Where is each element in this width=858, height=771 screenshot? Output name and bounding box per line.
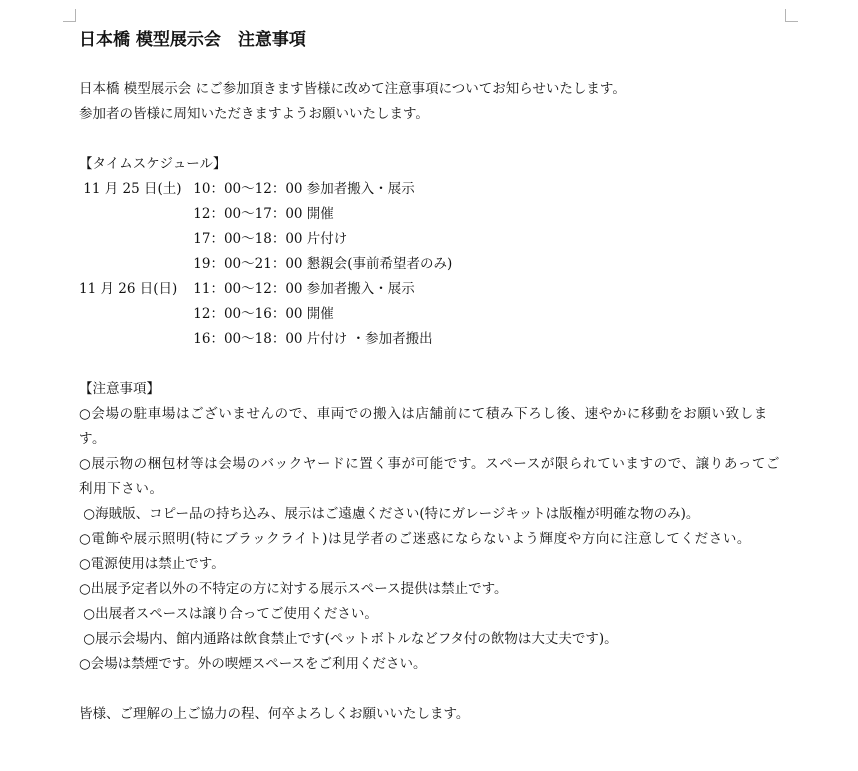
schedule-row xyxy=(79,302,791,327)
note-item-parking: ○会場の駐車場はございませんので、車両での搬入は店舗前にて積み下ろし後、速やかに移動をお願い致します。 xyxy=(79,406,768,447)
schedule-row xyxy=(79,327,791,352)
intro-line-2: 参加者の皆様に周知いただきますようお願いいたします。 xyxy=(79,106,429,122)
document-page xyxy=(79,27,791,727)
schedule-date xyxy=(79,302,189,327)
schedule-date xyxy=(79,252,189,277)
crop-mark-top-left xyxy=(63,9,76,22)
schedule-row xyxy=(79,227,791,252)
schedule-time: 11：00～12：00 参加者搬入・展示 xyxy=(189,281,415,297)
schedule-date xyxy=(79,202,189,227)
schedule-row xyxy=(79,177,791,202)
schedule-time: 12：00～16：00 開催 xyxy=(189,306,334,322)
note-item-lighting: ○電飾や展示照明(特にブラックライト)は見学者のご迷惑にならないよう輝度や方向に注意してください。 xyxy=(79,531,752,547)
note-item-power: ○電源使用は禁止です。 xyxy=(79,556,225,572)
crop-mark-top-right xyxy=(785,9,798,22)
note-item-pirated-goods: ○海賊版、コピー品の持ち込み、展示はご遠慮ください(特にガレージキットは版権が明確な物のみ)。 xyxy=(79,506,700,522)
spacer xyxy=(79,352,791,377)
schedule-date xyxy=(79,227,189,252)
spacer xyxy=(79,127,791,152)
notes-heading: 【注意事項】 xyxy=(79,381,160,397)
spacer xyxy=(79,677,791,702)
note-item-exhibitor-space: ○出展者スペースは譲り合ってご使用ください。 xyxy=(79,606,378,622)
schedule-row xyxy=(79,202,791,227)
note-item-packaging: ○展示物の梱包材等は会場のバックヤードに置く事が可能です。スペースが限られていますので、譲りあってご利用下さい。 xyxy=(79,456,781,497)
schedule-date: 11 月 25 日(土) xyxy=(79,181,182,197)
schedule-time: 10：00～12：00 参加者搬入・展示 xyxy=(189,181,415,197)
schedule-row xyxy=(79,277,791,302)
schedule-row xyxy=(79,252,791,277)
schedule-time: 12：00～17：00 開催 xyxy=(189,206,334,222)
document-title: 日本橋 模型展示会 注意事項 xyxy=(79,30,306,50)
intro-line-1: 日本橋 模型展示会 にご参加頂きます皆様に改めて注意事項についてお知らせいたします。 xyxy=(79,81,626,97)
schedule-heading: 【タイムスケジュール】 xyxy=(79,156,227,172)
note-item-space-sharing: ○出展予定者以外の不特定の方に対する展示スペース提供は禁止です。 xyxy=(79,581,508,597)
schedule-date: 11 月 26 日(日) xyxy=(79,281,178,297)
note-item-food: ○展示会場内、館内通路は飲食禁止です(ペットボトルなどフタ付の飲物は大丈夫です)。 xyxy=(79,631,618,647)
schedule-time: 19：00～21：00 懇親会(事前希望者のみ) xyxy=(189,256,453,272)
note-item-smoking: ○会場は禁煙です。外の喫煙スペースをご利用ください。 xyxy=(79,656,427,672)
schedule-time: 17：00～18：00 片付け xyxy=(189,231,348,247)
schedule-time: 16：00～18：00 片付け ・参加者搬出 xyxy=(189,331,433,347)
closing-line: 皆様、ご理解の上ご協力の程、何卒よろしくお願いいたします。 xyxy=(79,706,470,722)
schedule-date xyxy=(79,327,189,352)
